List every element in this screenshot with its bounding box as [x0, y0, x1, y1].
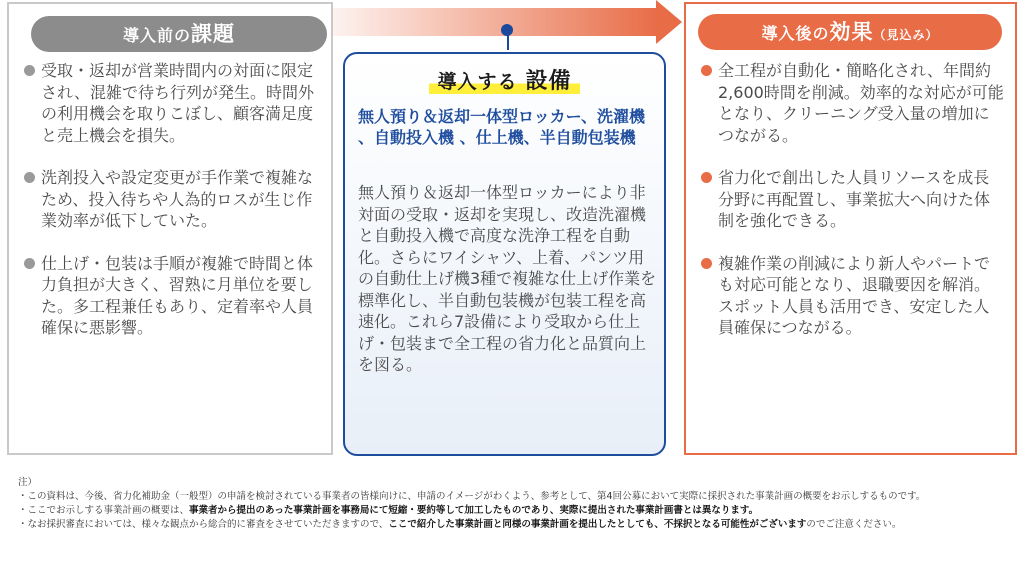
before-item-text: 洗剤投入や設定変更が手作業で複雑なため、投入待ちや人為的ロスが生じ作業効率が低下していた。: [41, 168, 314, 230]
before-panel: [7, 2, 333, 455]
after-item: [698, 60, 1004, 146]
notes-heading: 注）: [18, 477, 38, 488]
bullet-dot-icon: [701, 258, 712, 269]
before-list: [21, 60, 319, 360]
note-line-3-end: のでご注意ください。: [806, 519, 902, 530]
note-line-2-plain: ・ここでお示しする事業計画の概要は、: [18, 505, 190, 516]
equipment-title: [345, 64, 664, 95]
before-item-text: 仕上げ・包装は手順が複雑で時間と体力負担が大きく、習熟に月単位を要した。多工程兼任もあり、定着率や人員確保に悪影響。: [41, 253, 314, 337]
equipment-list: 無人預り＆返却一体型ロッカー、洗濯機 、自動投入機 、仕上機、半自動包装機: [358, 107, 646, 147]
note-line-3: [18, 518, 1018, 532]
footnotes: [18, 476, 1018, 532]
connector-dot-icon: [501, 24, 513, 36]
note-line-3-bold: ここで紹介した事業計画と同様の事業計画を提出したとしても、不採択となる可能性がございます: [388, 519, 807, 530]
bullet-dot-icon: [701, 172, 712, 183]
after-item: [698, 167, 1004, 232]
note-line-2: [18, 504, 1018, 518]
before-title-main: 課題: [191, 22, 235, 46]
before-title: [31, 16, 327, 52]
after-title: [698, 14, 1002, 50]
before-item-text: 受取・返却が営業時間内の対面に限定され、混雑で待ち行列が発生。時間外の利用機会を取りこぼし、顧客満足度と売上機会を損失。: [41, 61, 314, 145]
note-line-2-bold: 事業者から提出のあった事業計画を事務局にて短縮・要約等して加工したものであり、実際に提出された事業計画書とは異なります。: [189, 505, 759, 516]
after-list: [698, 60, 1004, 360]
equipment-description: 無人預り＆返却一体型ロッカーにより非対面の受取・返却を実現し、改造洗濯機と自動投入機で高度な洗浄工程を自動化。さらにワイシャツ、上着、パンツ用の自動仕上げ機3種で複雑な仕上げ作業を標準化し、半自動包装機が包装工程を高速化。これら7設備により受取から仕上げ・包装まで全工程の省力化と品質向上を図る。: [358, 183, 657, 374]
after-item-text: 省力化で創出した人員リソースを成長分野に再配置し、事業拡大へ向けた体制を強化できる。: [718, 168, 991, 230]
bullet-dot-icon: [701, 65, 712, 76]
before-item: [21, 253, 319, 339]
equipment-panel: [343, 52, 666, 456]
after-title-suffix: （見込み）: [873, 28, 939, 42]
note-line-1: ・この資料は、今後、省力化補助金（一般型）の申請を検討されている事業者の皆様向けに、申請のイメージがわくよう、参考として、第4回公募において実際に採択された事業計画の概要をお示しするものです。: [18, 491, 926, 502]
after-item-text: 複雑作業の削減により新人やパートでも対応可能となり、退職要因を解消。スポット人員も活用でき、安定した人員確保につながる。: [718, 253, 991, 337]
flow-arrow-head-icon: [656, 0, 682, 44]
after-item-text: 全工程が自動化・簡略化され、年間約2,600時間を削減。効率的な対応が可能となり、クリーニング受入量の増加につながる。: [718, 61, 1004, 145]
bullet-dot-icon: [24, 258, 35, 269]
before-item: [21, 60, 319, 146]
flow-arrow-band: [330, 8, 660, 36]
after-item: [698, 253, 1004, 339]
after-panel: [684, 2, 1017, 455]
after-title-prefix: 導入後の: [761, 24, 830, 43]
bullet-dot-icon: [24, 172, 35, 183]
equipment-title-main: 設備: [522, 69, 576, 94]
before-title-prefix: 導入前の: [122, 26, 191, 45]
after-title-main: 効果: [829, 20, 874, 44]
note-line-3-plain: ・なお採択審査においては、様々な観点から総合的に審査をさせていただきますので、: [18, 519, 389, 530]
equipment-title-prefix: 導入する: [433, 71, 521, 93]
bullet-dot-icon: [24, 65, 35, 76]
before-item: [21, 167, 319, 232]
